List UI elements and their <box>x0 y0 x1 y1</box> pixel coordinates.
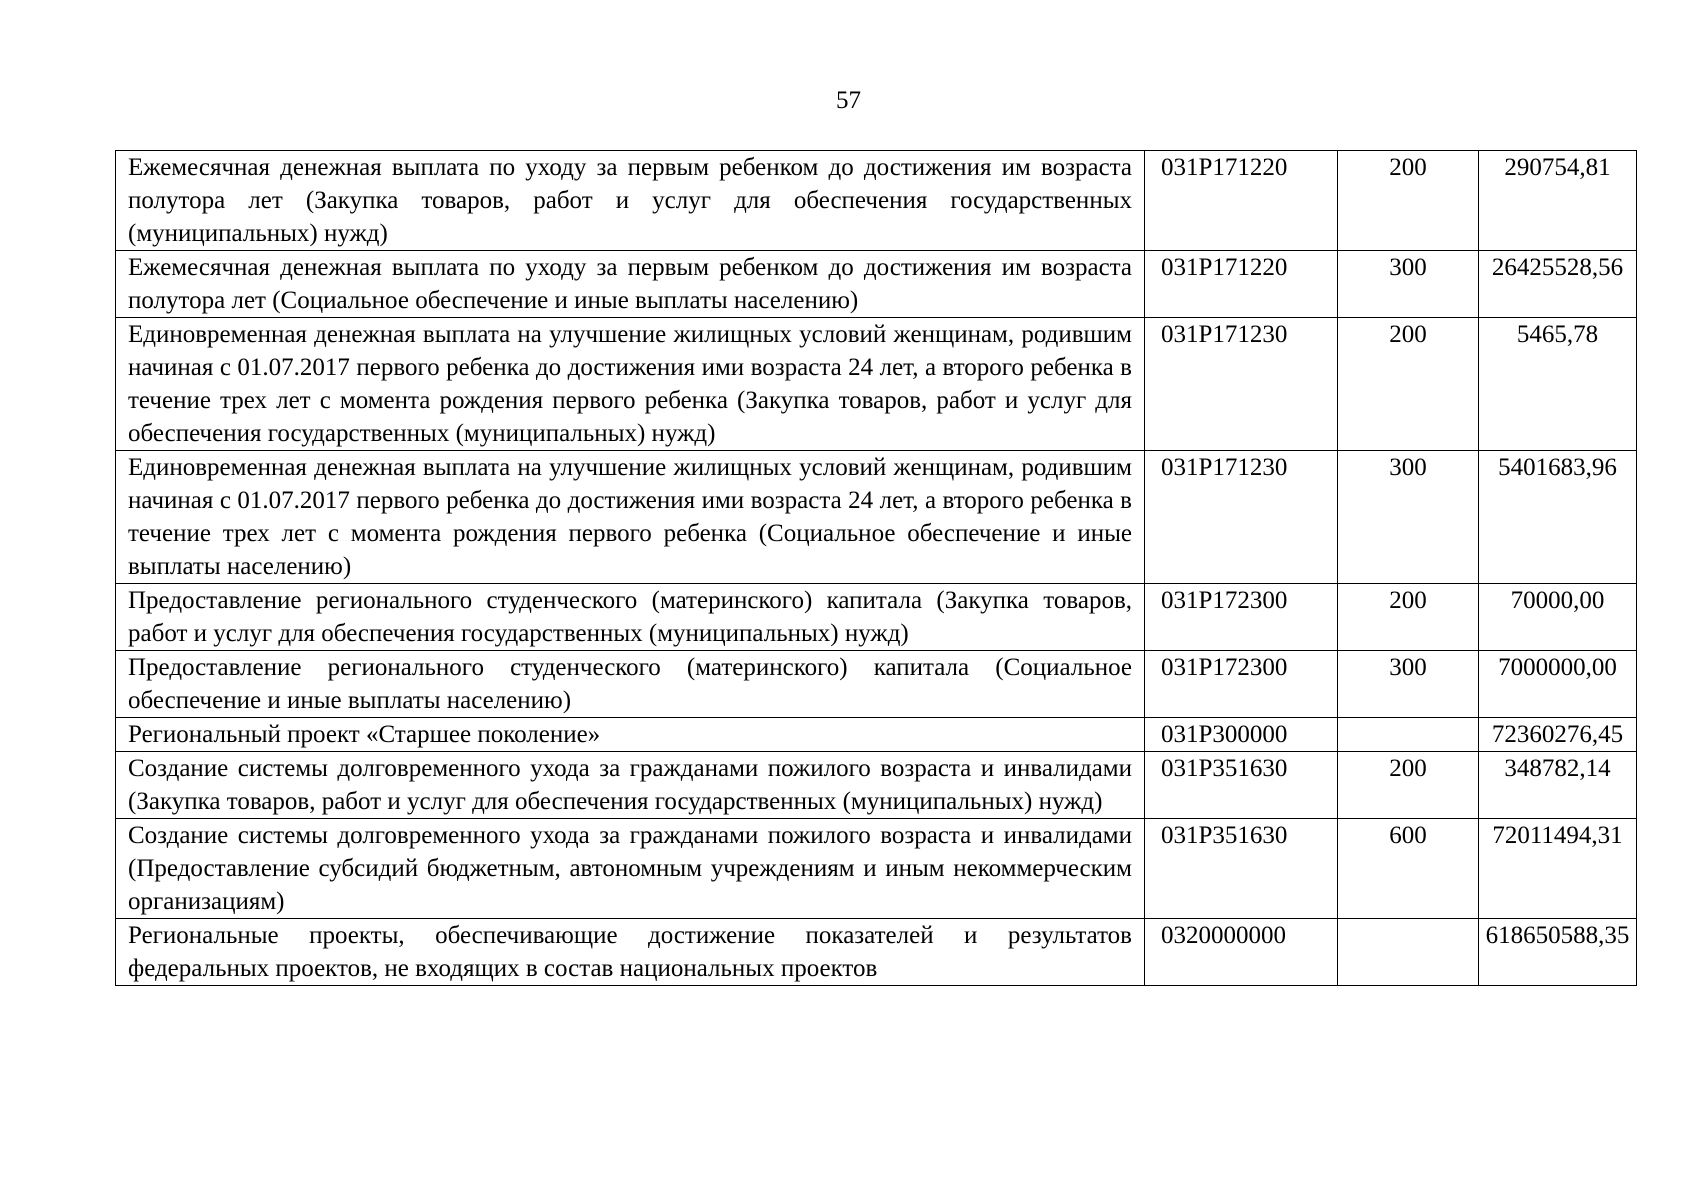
row-name-cell: Ежемесячная денежная выплата по уходу за первым ребенком до достижения им возраста полутора лет (Закупка товаров, работ и услуг для обеспечения государственных (муниципальных) нужд) <box>116 151 1145 251</box>
table-row <box>116 651 1637 718</box>
table-row <box>116 151 1637 251</box>
row-sum-cell: 348782,14 <box>1479 752 1637 819</box>
row-name-cell: Единовременная денежная выплата на улучшение жилищных условий женщинам, родившим начиная с 01.07.2017 первого ребенка до достижения ими возраста 24 лет, а второго ребенка в течение трех лет с момента рождения первого ребенка (Закупка товаров, работ и услуг для обеспечения государственных (муниципальных) нужд) <box>116 318 1145 451</box>
row-expense-type-cell <box>1338 919 1479 986</box>
row-expense-type-cell: 300 <box>1338 451 1479 584</box>
table-row <box>116 251 1637 318</box>
page-number: 57 <box>836 87 861 114</box>
row-code-cell: 031P171220 <box>1145 251 1338 318</box>
row-sum-cell: 72360276,45 <box>1479 718 1637 752</box>
table-row <box>116 451 1637 584</box>
row-sum-cell: 5401683,96 <box>1479 451 1637 584</box>
row-name-cell: Предоставление регионального студенческого (материнского) капитала (Социальное обеспечение и иные выплаты населению) <box>116 651 1145 718</box>
row-code-cell: 0320000000 <box>1145 919 1338 986</box>
row-name-cell: Единовременная денежная выплата на улучшение жилищных условий женщинам, родившим начиная с 01.07.2017 первого ребенка до достижения ими возраста 24 лет, а второго ребенка в течение трех лет с момента рождения первого ребенка (Социальное обеспечение и иные выплаты населению) <box>116 451 1145 584</box>
row-expense-type-cell: 300 <box>1338 651 1479 718</box>
row-code-cell: 031P351630 <box>1145 819 1338 919</box>
row-name-cell: Предоставление регионального студенческого (материнского) капитала (Закупка товаров, работ и услуг для обеспечения государственных (муниципальных) нужд) <box>116 584 1145 651</box>
row-sum-cell: 618650588,35 <box>1479 919 1637 986</box>
row-sum-cell: 290754,81 <box>1479 151 1637 251</box>
row-code-cell: 031P171230 <box>1145 451 1338 584</box>
row-code-cell: 031P172300 <box>1145 584 1338 651</box>
table-row <box>116 718 1637 752</box>
row-expense-type-cell: 200 <box>1338 318 1479 451</box>
row-expense-type-cell: 200 <box>1338 151 1479 251</box>
table-row <box>116 318 1637 451</box>
row-expense-type-cell: 600 <box>1338 819 1479 919</box>
row-sum-cell: 72011494,31 <box>1479 819 1637 919</box>
row-sum-cell: 70000,00 <box>1479 584 1637 651</box>
row-sum-cell: 7000000,00 <box>1479 651 1637 718</box>
row-expense-type-cell: 200 <box>1338 752 1479 819</box>
row-expense-type-cell <box>1338 718 1479 752</box>
row-code-cell: 031P171220 <box>1145 151 1338 251</box>
table-row <box>116 584 1637 651</box>
budget-table <box>115 150 1637 986</box>
row-code-cell: 031P172300 <box>1145 651 1338 718</box>
table-row <box>116 752 1637 819</box>
row-code-cell: 031P171230 <box>1145 318 1338 451</box>
row-sum-cell: 5465,78 <box>1479 318 1637 451</box>
row-expense-type-cell: 300 <box>1338 251 1479 318</box>
table-row <box>116 819 1637 919</box>
row-name-cell: Региональные проекты, обеспечивающие достижение показателей и результатов федеральных проектов, не входящих в состав национальных проектов <box>116 919 1145 986</box>
row-name-cell: Ежемесячная денежная выплата по уходу за первым ребенком до достижения им возраста полутора лет (Социальное обеспечение и иные выплаты населению) <box>116 251 1145 318</box>
row-name-cell: Региональный проект «Старшее поколение» <box>116 718 1145 752</box>
row-expense-type-cell: 200 <box>1338 584 1479 651</box>
table-row <box>116 919 1637 986</box>
row-name-cell: Создание системы долговременного ухода за гражданами пожилого возраста и инвалидами (Закупка товаров, работ и услуг для обеспечения государственных (муниципальных) нужд) <box>116 752 1145 819</box>
row-name-cell: Создание системы долговременного ухода за гражданами пожилого возраста и инвалидами (Предоставление субсидий бюджетным, автономным учреждениям и иным некоммерческим организациям) <box>116 819 1145 919</box>
row-code-cell: 031P351630 <box>1145 752 1338 819</box>
row-code-cell: 031P300000 <box>1145 718 1338 752</box>
row-sum-cell: 26425528,56 <box>1479 251 1637 318</box>
